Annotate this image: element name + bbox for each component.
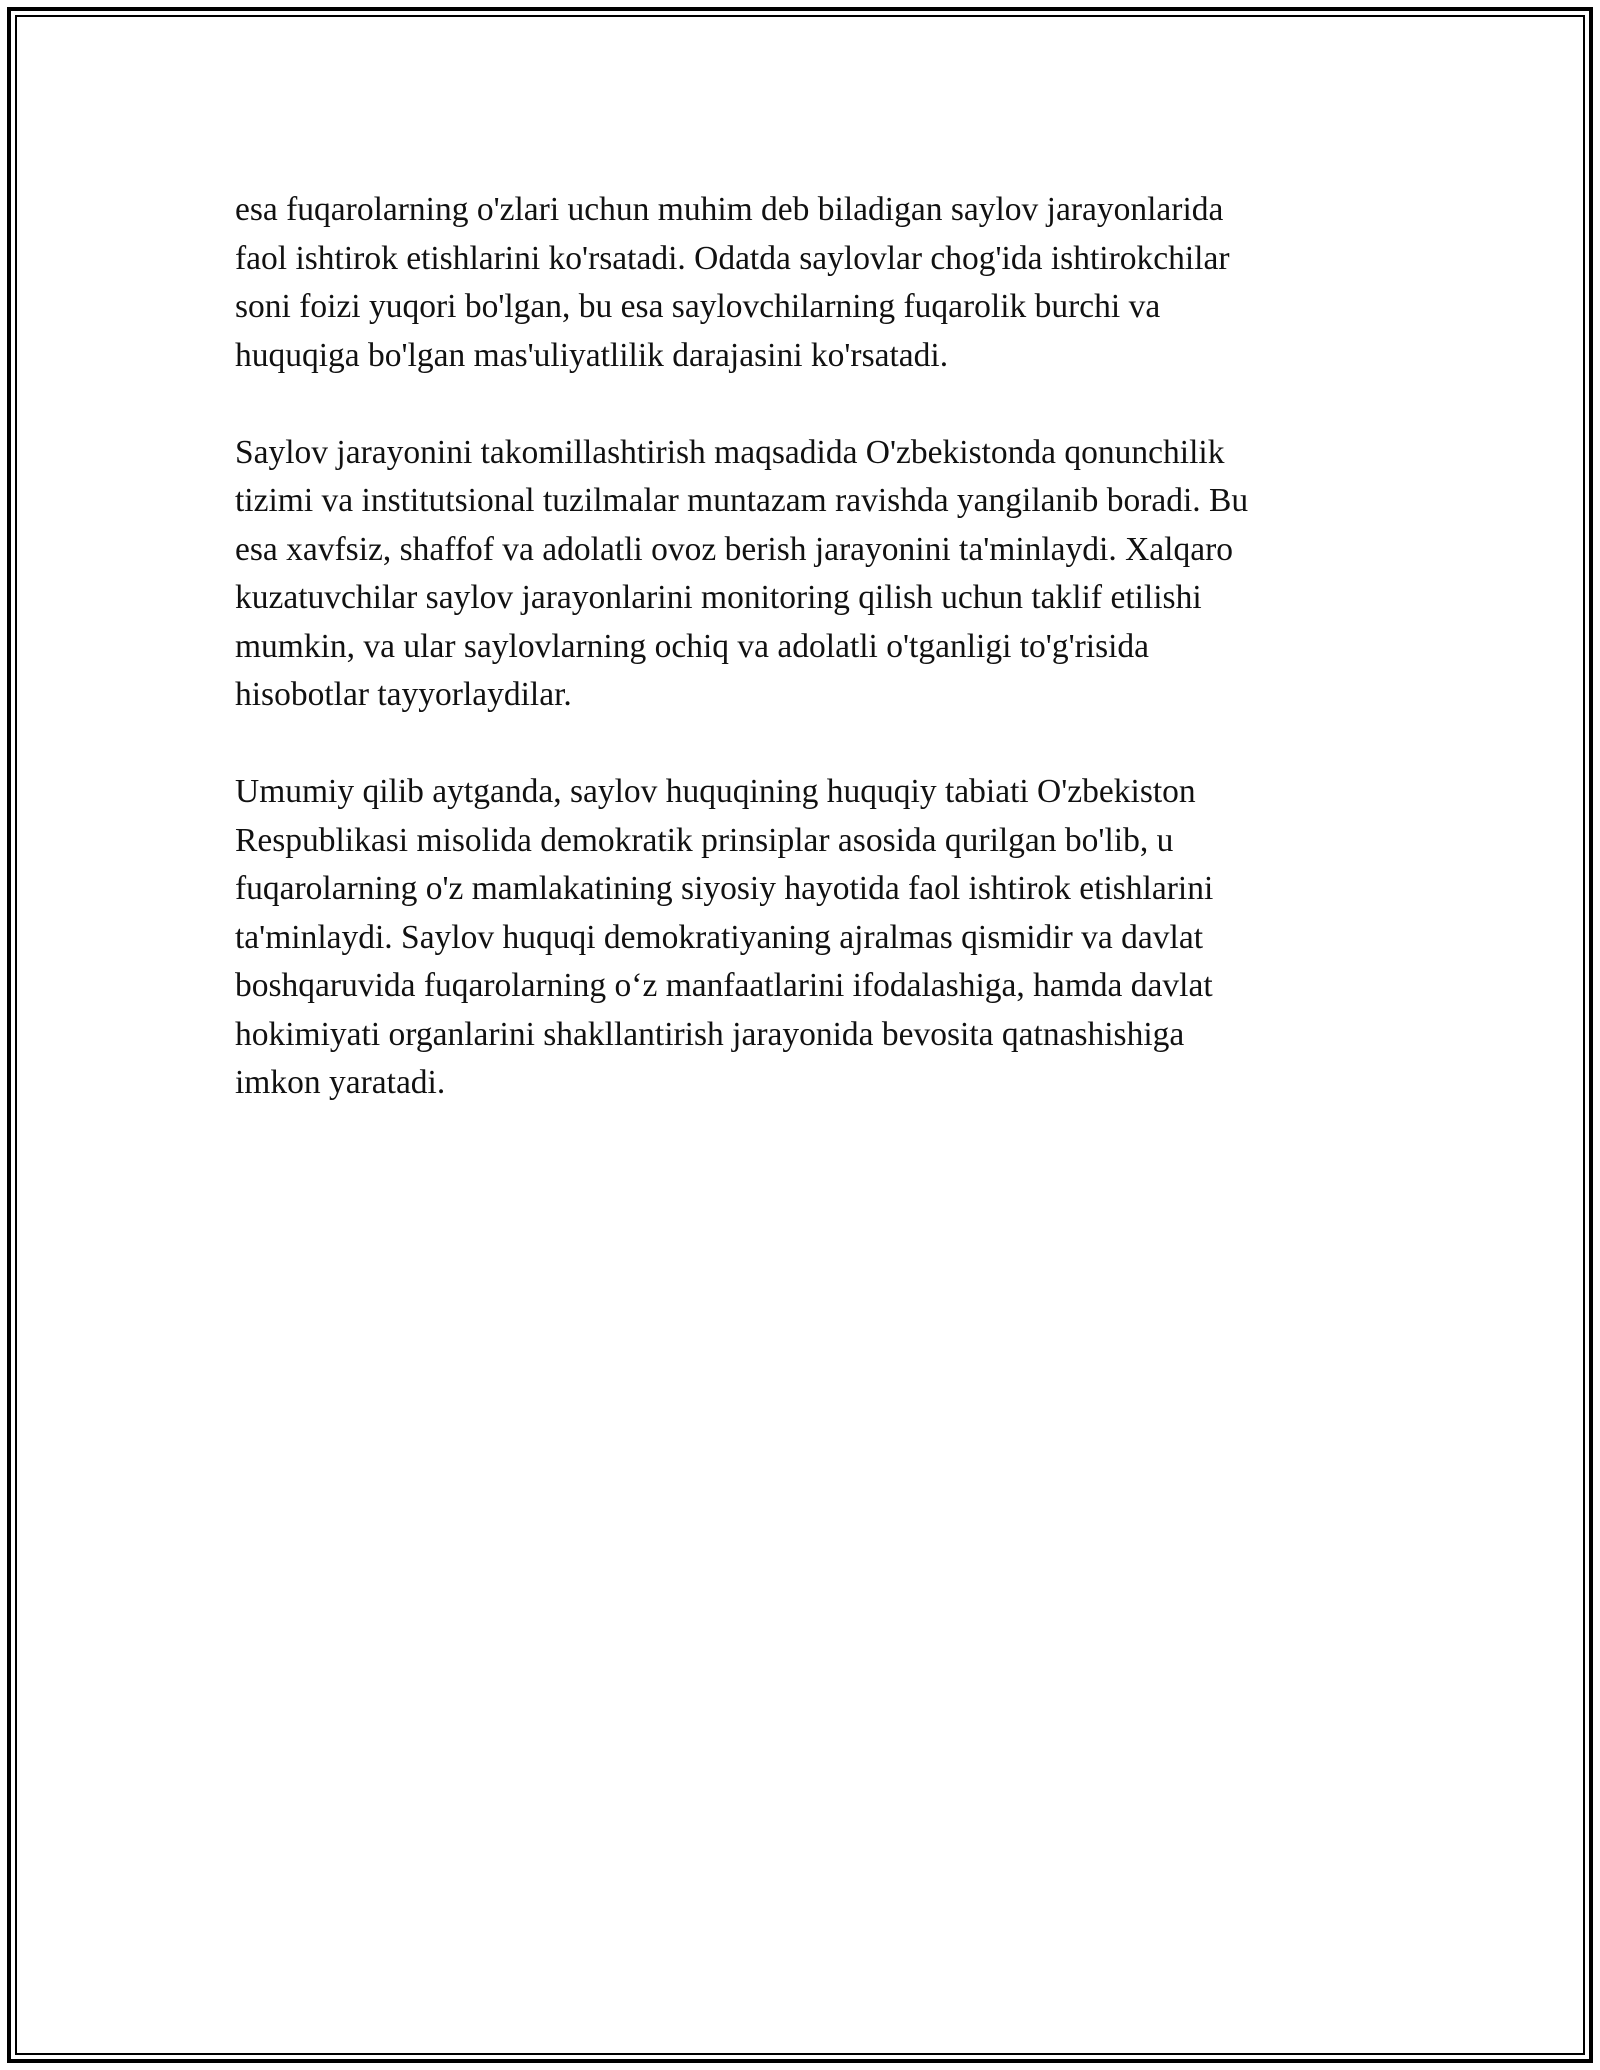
paragraph-2: Saylov jarayonini takomillashtirish maqsadida O'zbekistonda qonunchilik tizimi va institutsional tuzilmalar muntazam ravishda yangilanib boradi. Bu esa xavfsiz, shaffof va adolatli ovoz berish jarayonini ta'minlaydi. Xalqaro kuzatuvchilar saylov jarayonlarini monitoring qilish uchun taklif etilishi mumkin, va ular saylovlarning ochiq va adolatli o'tganligi to'g'risida hisobotlar tayyorlaydilar.	[235, 433, 1249, 713]
paragraph-1: esa fuqarolarning o'zlari uchun muhim deb biladigan saylov jarayonlarida faol ishtirok etishlarini ko'rsatadi. Odatda saylovlar chog'ida ishtirokchilar soni foizi yuqori bo'lgan, bu esa saylovchilarning fuqarolik burchi va huquqiga bo'lgan mas'uliyatlilik darajasini ko'rsatadi.	[235, 191, 1230, 374]
paragraph-3: Umumiy qilib aytganda, saylov huquqining huquqiy tabiati O'zbekiston Respublikasi misolida demokratik prinsiplar asosida qurilgan bo'lib, u fuqarolarning o'z mamlakatining siyosiy hayotida faol ishtirok etishlarini ta'minlaydi. Saylov huquqi demokratiyaning ajralmas qismidir va davlat boshqaruvida fuqarolarning o‘z manfaatlarini ifodalashiga, hamda davlat hokimiyati organlarini shakllantirish jarayonida bevosita qatnashishiga imkon yaratadi.	[235, 773, 1214, 1101]
document-body	[235, 186, 1365, 1156]
